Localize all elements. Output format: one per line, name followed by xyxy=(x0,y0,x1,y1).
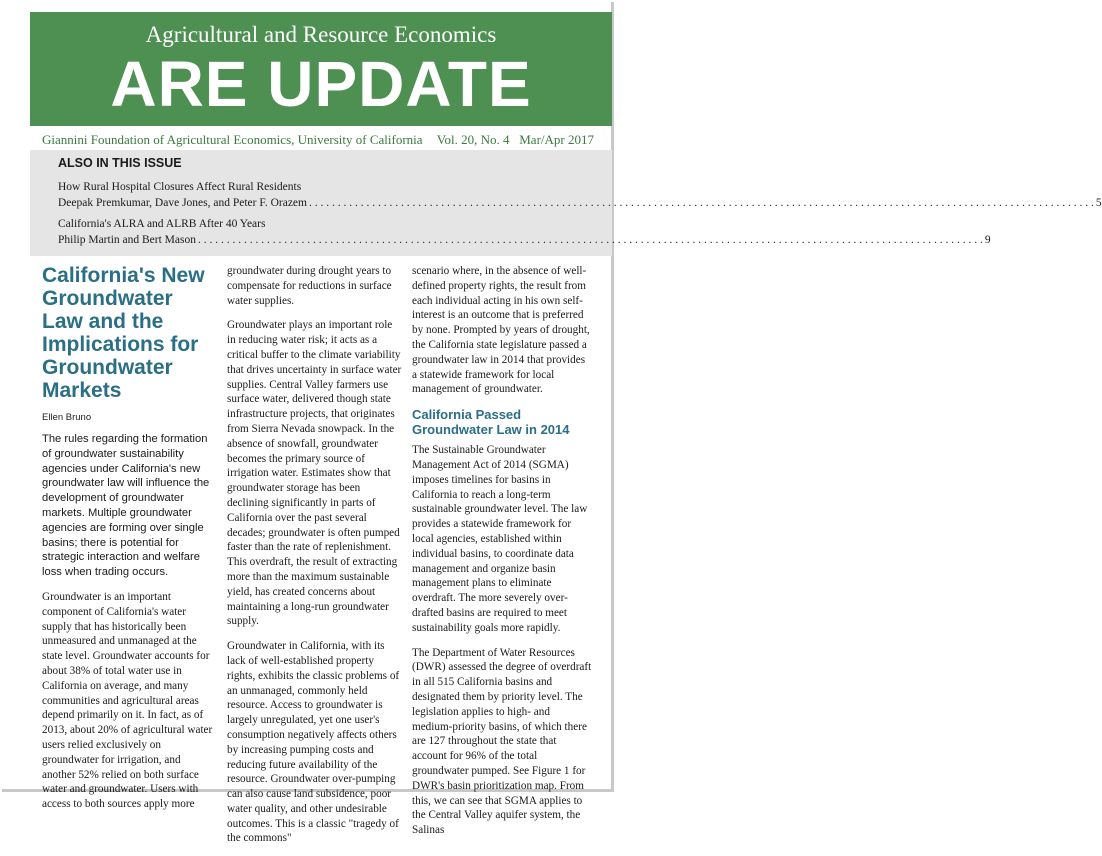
body-paragraph: Groundwater plays an important role in reducing water risk; it acts as a critical buffer to the climate variability that drives uncertainty in surface water supplies. Central Valley farmers use surface water, delivered though state infrastructure projects, that originates from Sierra Nevada snowpack. In the absence of snowfall, groundwater becomes the primary source of irrigation water. Estimates show that groundwater storage has been declining significantly in parts of California over the past several decades; groundwater is often pumped faster than the rate of replenishment. This overdraft, the result of extracting more than the maximum sustainable yield, has created concerns about maintaining a long-run groundwater supply. xyxy=(227,319,402,628)
article-column-3 xyxy=(412,264,592,848)
article-lede: The rules regarding the formation of groundwater sustainability agencies under California's new groundwater law will influence the development of groundwater markets. Multiple groundwater agencies are forming over single basins; there is potential for strategic interaction and welfare loss when trading occurs. xyxy=(42,433,210,579)
leader-dots xyxy=(198,234,983,246)
toc-authors-text: Philip Martin and Bert Mason xyxy=(58,234,196,246)
article-author: Ellen Bruno xyxy=(42,412,92,423)
body-paragraph: The Sustainable Groundwater Management Act of 2014 (SGMA) imposes timelines for basins in California to reach a long-term sustainable groundwater level. The law provides a statewide framework for local agencies, established within individual basins, to coordinate data management and organize basin management plans to eliminate overdraft. The more severely over-drafted basins are required to meet sustainability goals more rapidly. xyxy=(412,444,588,634)
also-in-issue-heading: ALSO IN THIS ISSUE xyxy=(58,156,182,170)
toc-item-title[interactable]: California's ALRA and ALRB After 40 Years xyxy=(58,218,266,230)
body-paragraph: scenario where, in the absence of well-defined property rights, the result from each individual acting in his own self-interest is an outcome that is preferred by none. Prompted by years of drought, the California state legislature passed a groundwater law in 2014 that provides a statewide framework for local management of groundwater. xyxy=(412,265,590,396)
body-paragraph: The Department of Water Resources (DWR) assessed the degree of overdraft in all 515 California basins and designated them by priority level. The legislation applies to high- and medium-priority basins, of which there are 127 throughout the state that account for 96% of the total groundwater pumped. See Figure 1 for DWR's basin prioritization map. From this, we can see that SGMA applies to the Central Valley aquifer system, the Salinas xyxy=(412,646,592,837)
toc-item-authors[interactable] xyxy=(58,234,991,246)
toc-authors-text: Deepak Premkumar, Dave Jones, and Peter F. Orazem xyxy=(58,197,307,209)
article-column-1 xyxy=(42,264,214,822)
issue-info xyxy=(437,132,594,148)
toc-page-number: 9 xyxy=(984,234,991,246)
toc-item-authors[interactable] xyxy=(58,197,1102,209)
body-paragraph: Groundwater in California, with its lack of well-established property rights, exhibits the classic problems of an unmanaged, commonly held resource. Access to groundwater is largely unregulated, yet one user's consumption negatively affects others by increasing pumping costs and reducing future availability of the resource. Groundwater over-pumping can also cause land subsidence, poor water quality, and other undesirable outcomes. This is a classic "tragedy of the commons" xyxy=(227,640,400,845)
also-in-this-issue xyxy=(30,150,1102,256)
body-paragraph: Groundwater is an important component of California's water supply that has historically been unmeasured and unmanaged at the state level. Groundwater accounts for about 38% of total water use in California on average, and many communities and agricultural areas depend primarily on it. In fact, as of 2013, about 20% of agricultural water users relied exclusively on groundwater for irrigation, and another 52% relied on both surface water and groundwater. Users with access to both sources apply more xyxy=(42,590,213,811)
toc-page-number: 5 xyxy=(1095,197,1102,209)
body-paragraph: groundwater during drought years to compensate for reductions in surface water supplies. xyxy=(227,265,392,307)
article-headline: California's New Groundwater Law and the Implications for Groundwater Markets xyxy=(42,264,205,402)
issue-date: Mar/Apr 2017 xyxy=(519,132,594,147)
masthead xyxy=(30,12,612,126)
publication-info xyxy=(42,132,594,148)
publisher: Giannini Foundation of Agricultural Economics, University of California xyxy=(42,132,423,147)
article-column-2 xyxy=(227,264,402,856)
masthead-subtitle: Agricultural and Resource Economics xyxy=(145,22,497,47)
masthead-title: ARE UPDATE xyxy=(110,48,532,120)
section-subhead: California Passed Groundwater Law in 2014 xyxy=(412,407,570,438)
leader-dots xyxy=(309,197,1094,209)
toc-item-title[interactable]: How Rural Hospital Closures Affect Rural Residents xyxy=(58,181,302,193)
volume: Vol. 20, No. 4 xyxy=(436,132,510,147)
newsletter-page xyxy=(2,2,1102,845)
